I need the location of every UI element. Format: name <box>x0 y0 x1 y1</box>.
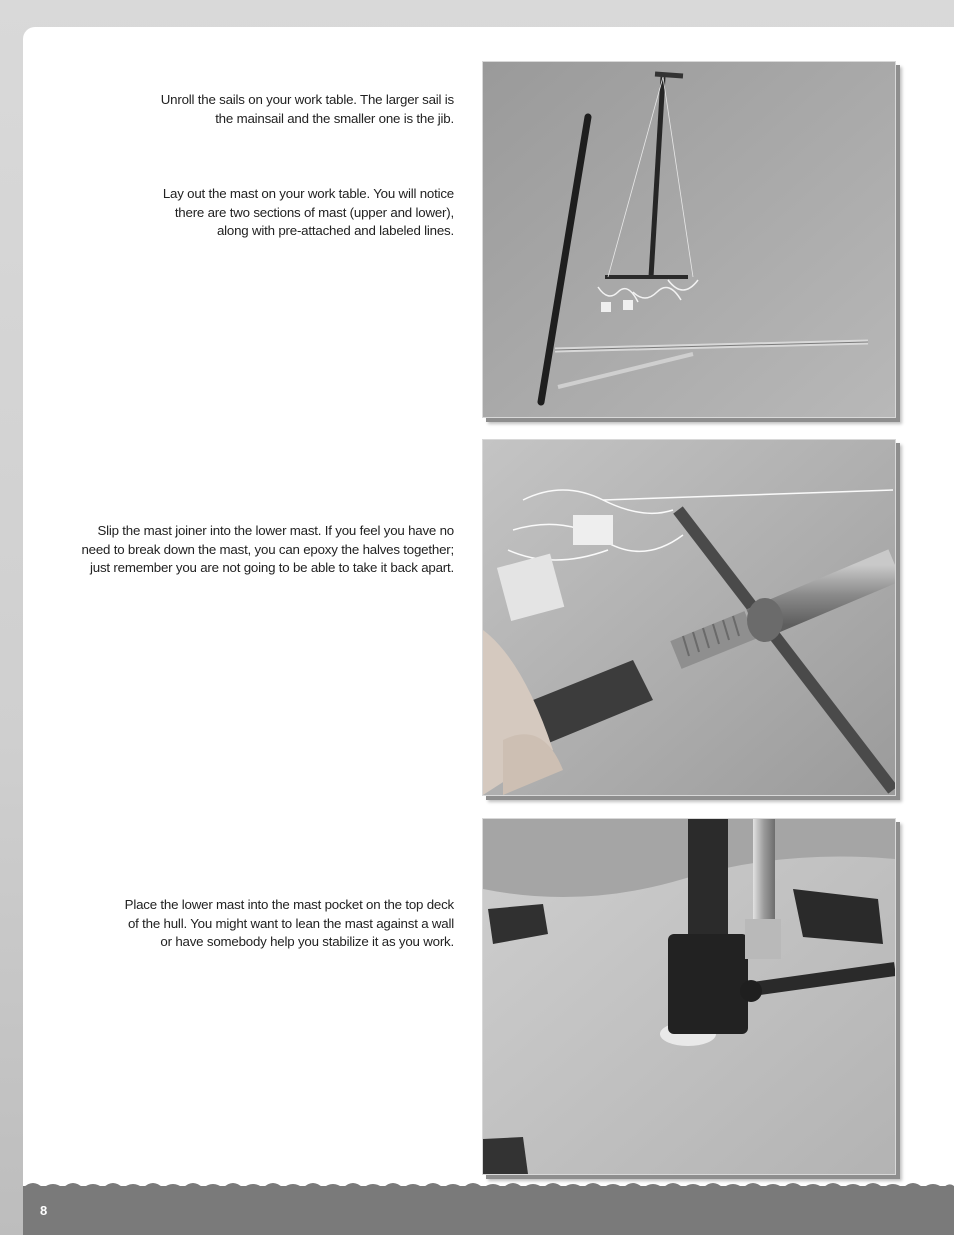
photo-mast-joiner <box>482 439 896 796</box>
step-text-lay-out-mast: Lay out the mast on your work table. You will notice there are two sections of mast (upper and lower), along with pre-attached and labeled lines. <box>162 186 454 239</box>
step-text-mast-pocket: Place the lower mast into the mast pocket on the top deck of the hull. You might want to lean the mast against a wall or have somebody help you stabilize it as you work. <box>124 897 454 950</box>
page-number: 8 <box>40 1203 48 1218</box>
photo-mast-layout <box>482 61 896 418</box>
step-text-mast-joiner: Slip the mast joiner into the lower mast. If you feel you have no need to break down the mast, you can epoxy the halves together; just remember you are not going to be able to take it back apart. <box>81 523 454 576</box>
step-text-unroll-sails: Unroll the sails on your work table. The larger sail is the mainsail and the smaller one is the jib. <box>160 92 454 126</box>
footer-band <box>23 1186 954 1235</box>
wave-border <box>23 1178 954 1200</box>
photo-mast-pocket <box>482 818 896 1175</box>
